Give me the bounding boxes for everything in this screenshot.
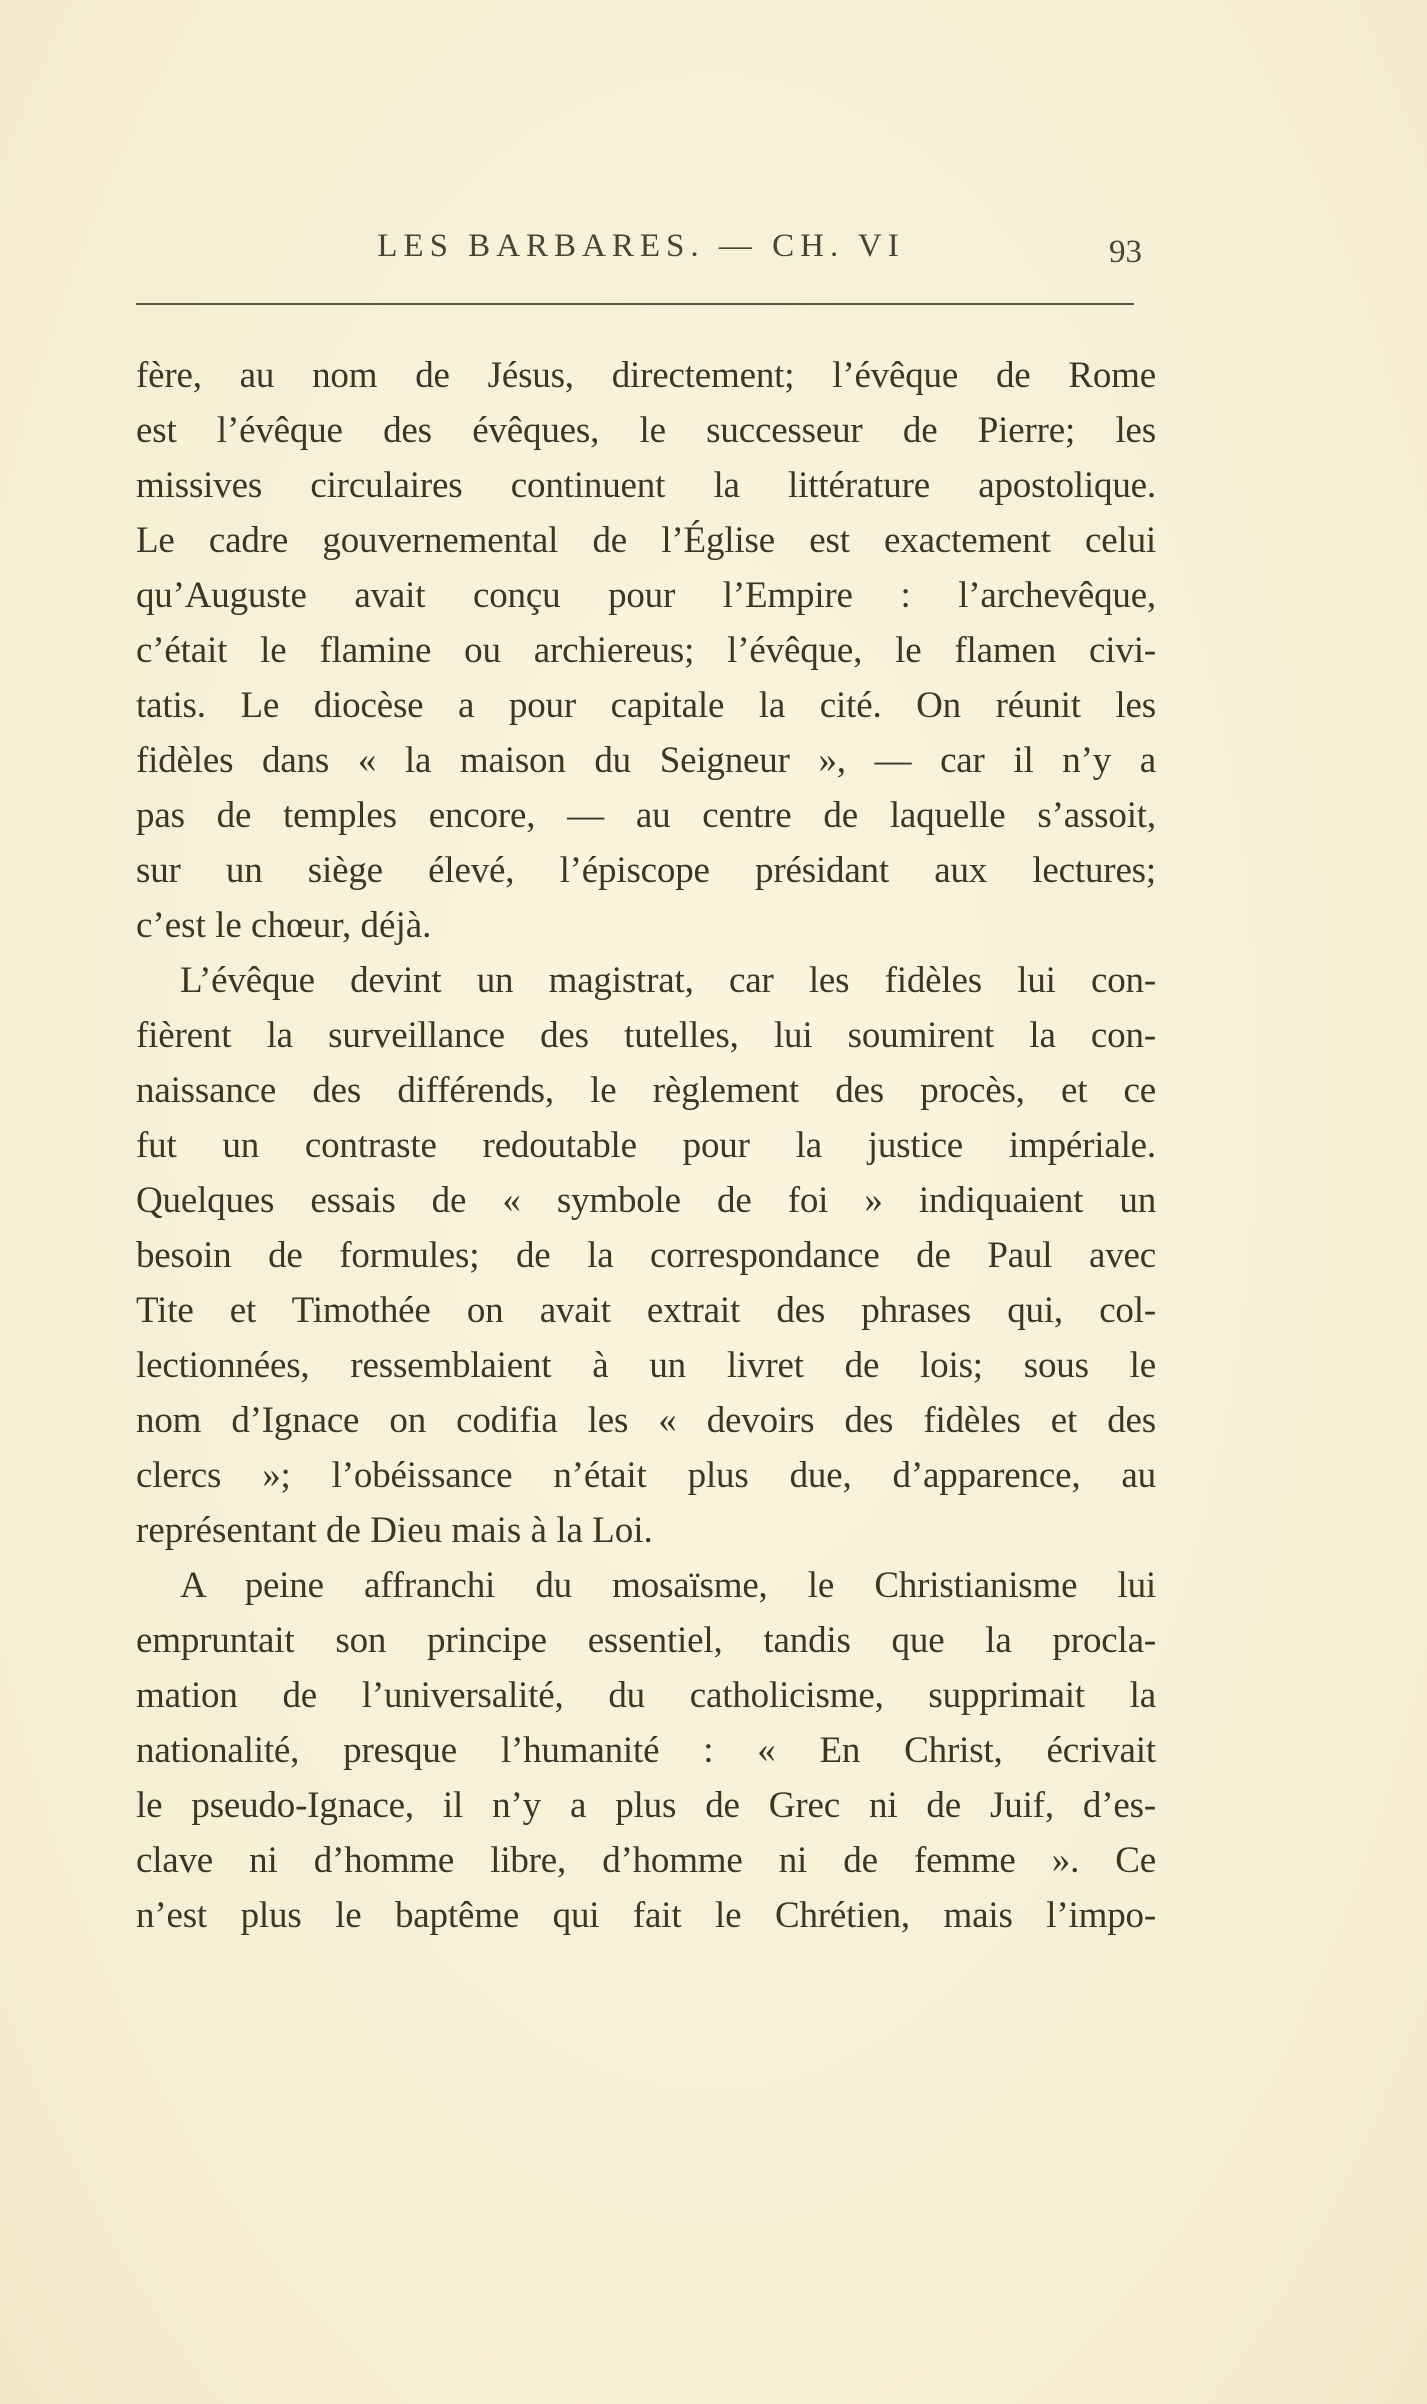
text-line: le pseudo-Ignace, il n’y a plus de Grec ni de Juif, d’es-	[136, 1785, 1156, 1826]
text-line: lectionnées, ressemblaient à un livret de lois; sous le	[136, 1345, 1156, 1386]
text-line: L’évêque devint un magistrat, car les fidèles lui con-	[180, 960, 1156, 1001]
page-header	[136, 222, 1142, 282]
header-rule	[136, 303, 1134, 305]
text-line: qu’Auguste avait conçu pour l’Empire : l’archevêque,	[136, 575, 1156, 616]
text-line: clave ni d’homme libre, d’homme ni de femme ». Ce	[136, 1840, 1156, 1881]
body-text	[136, 348, 1156, 1943]
text-line: clercs »; l’obéissance n’était plus due, d’apparence, au	[136, 1455, 1156, 1496]
page-number: 93	[1109, 234, 1142, 270]
text-line: besoin de formules; de la correspondance de Paul avec	[136, 1235, 1156, 1276]
text-line: pas de temples encore, — au centre de laquelle s’assoit,	[136, 795, 1156, 836]
text-line: fut un contraste redoutable pour la justice impériale.	[136, 1125, 1156, 1166]
text-line: est l’évêque des évêques, le successeur de Pierre; les	[136, 410, 1156, 451]
text-line: nom d’Ignace on codifia les « devoirs des fidèles et des	[136, 1400, 1156, 1441]
text-line: Le cadre gouvernemental de l’Église est exactement celui	[136, 520, 1156, 561]
text-line: empruntait son principe essentiel, tandis que la procla-	[136, 1620, 1156, 1661]
text-line: mation de l’universalité, du catholicisme, supprimait la	[136, 1675, 1156, 1716]
text-line: naissance des différends, le règlement des procès, et ce	[136, 1070, 1156, 1111]
text-line: nationalité, presque l’humanité : « En Christ, écrivait	[136, 1730, 1156, 1771]
text-line: sur un siège élevé, l’épiscope présidant aux lectures;	[136, 850, 1156, 891]
text-line: n’est plus le baptême qui fait le Chrétien, mais l’impo-	[136, 1895, 1156, 1936]
text-line: A peine affranchi du mosaïsme, le Christianisme lui	[180, 1565, 1156, 1606]
text-line: missives circulaires continuent la littérature apostolique.	[136, 465, 1156, 506]
text-line: fère, au nom de Jésus, directement; l’évêque de Rome	[136, 355, 1156, 396]
text-line: fidèles dans « la maison du Seigneur », — car il n’y a	[136, 740, 1156, 781]
text-line: c’est le chœur, déjà.	[136, 905, 432, 946]
text-line: représentant de Dieu mais à la Loi.	[136, 1510, 653, 1551]
text-line: Tite et Timothée on avait extrait des phrases qui, col-	[136, 1290, 1156, 1331]
text-line: tatis. Le diocèse a pour capitale la cité. On réunit les	[136, 685, 1156, 726]
text-line: Quelques essais de « symbole de foi » indiquaient un	[136, 1180, 1156, 1221]
text-line: fièrent la surveillance des tutelles, lui soumirent la con-	[136, 1015, 1156, 1056]
running-head: LES BARBARES. — CH. VI	[377, 228, 905, 264]
text-line: c’était le flamine ou archiereus; l’évêque, le flamen civi-	[136, 630, 1156, 671]
